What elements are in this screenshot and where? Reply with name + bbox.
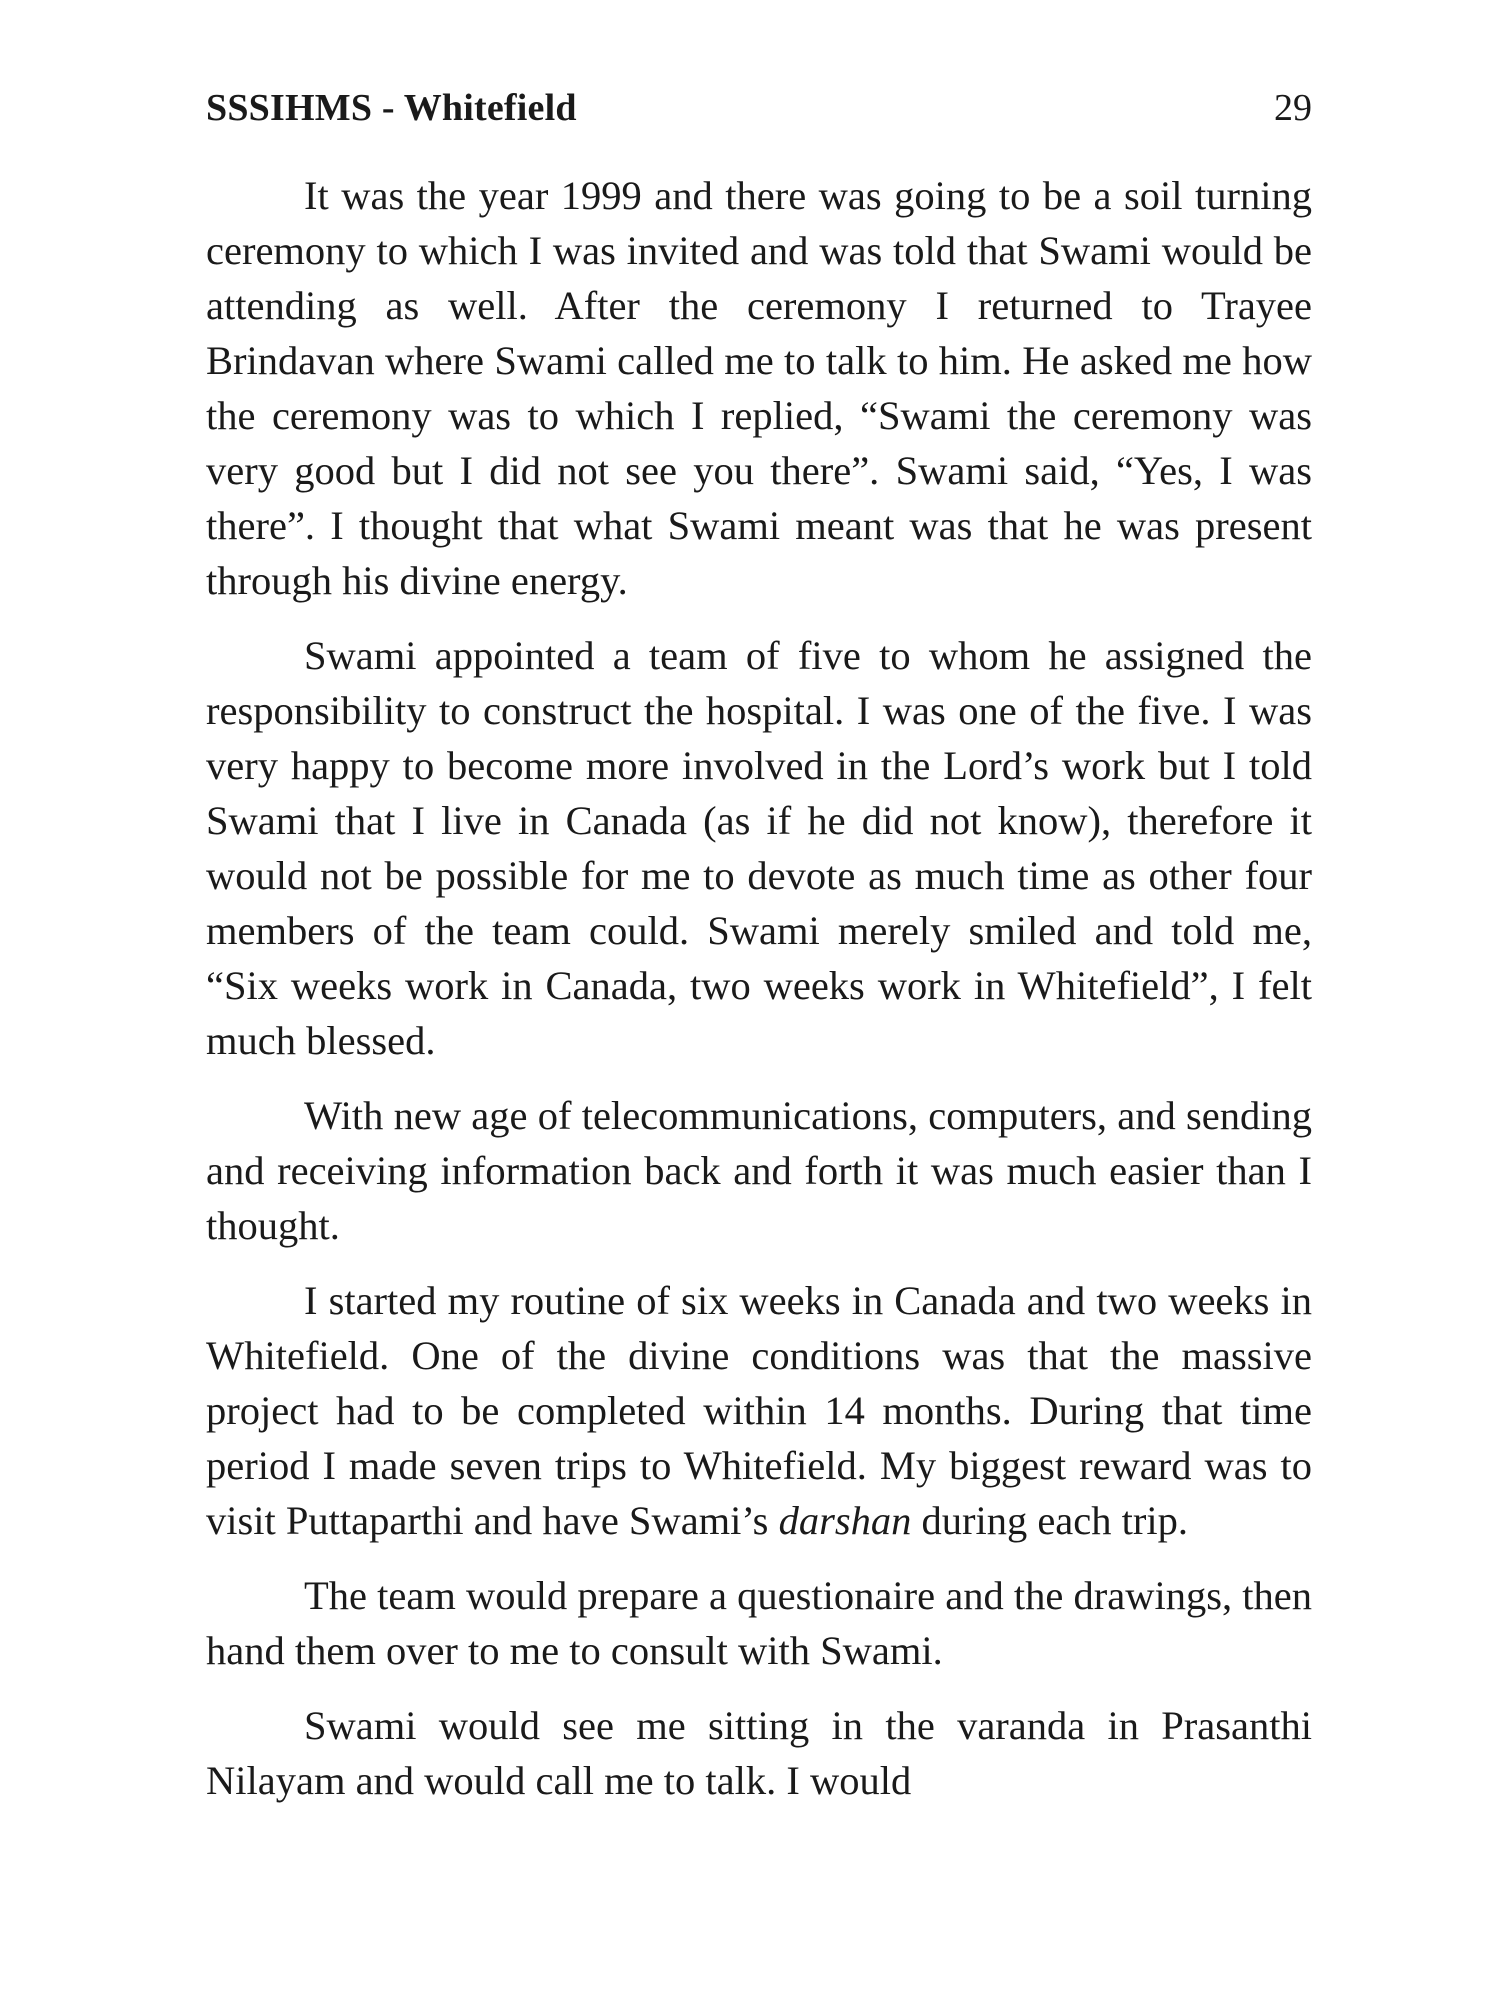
running-head: SSSIHMS - Whitefield — [206, 87, 577, 129]
paragraph-6: Swami would see me sitting in the varanda in Prasanthi Nilayam and would call me to talk. I would — [206, 1703, 1312, 1803]
paragraph-5: The team would prepare a questionaire and the drawings, then hand them over to me to consult with Swami. — [206, 1573, 1312, 1673]
paragraph-4-text-after: during each trip. — [911, 1498, 1189, 1543]
paragraph-2: Swami appointed a team of five to whom he assigned the responsibility to construct the hospital. I was one of the five. I was very happy to become more involved in the Lord’s work but I told Swami that I live in Canada (as if he did not know), therefore it would not be possible for me to devote as much time as other four members of the team could. Swami merely smiled and told me, “Six weeks work in Canada, two weeks work in Whitefield”, I felt much blessed. — [206, 633, 1312, 1063]
body-text — [206, 168, 1312, 1808]
page-number: 29 — [1274, 87, 1312, 129]
paragraph-4-italic-term: darshan — [778, 1498, 912, 1543]
book-page — [206, 86, 1312, 1828]
paragraph-4-text-before: I started my routine of six weeks in Canada and two weeks in Whitefield. One of the divine conditions was that the massive project had to be completed within 14 months. During that time period I made seven trips to Whitefield. My biggest reward was to visit Puttaparthi and have Swami’s — [206, 1278, 1312, 1543]
paragraph-3: With new age of telecommunications, computers, and sending and receiving information back and forth it was much easier than I thought. — [206, 1093, 1312, 1248]
page-header — [206, 86, 1312, 146]
paragraph-4 — [206, 1273, 1312, 1548]
paragraph-1: It was the year 1999 and there was going to be a soil turning ceremony to which I was invited and was told that Swami would be attending as well. After the ceremony I returned to Trayee Brindavan where Swami called me to talk to him. He asked me how the ceremony was to which I replied, “Swami the ceremony was very good but I did not see you there”. Swami said, “Yes, I was there”. I thought that what Swami meant was that he was present through his divine energy. — [206, 173, 1312, 603]
